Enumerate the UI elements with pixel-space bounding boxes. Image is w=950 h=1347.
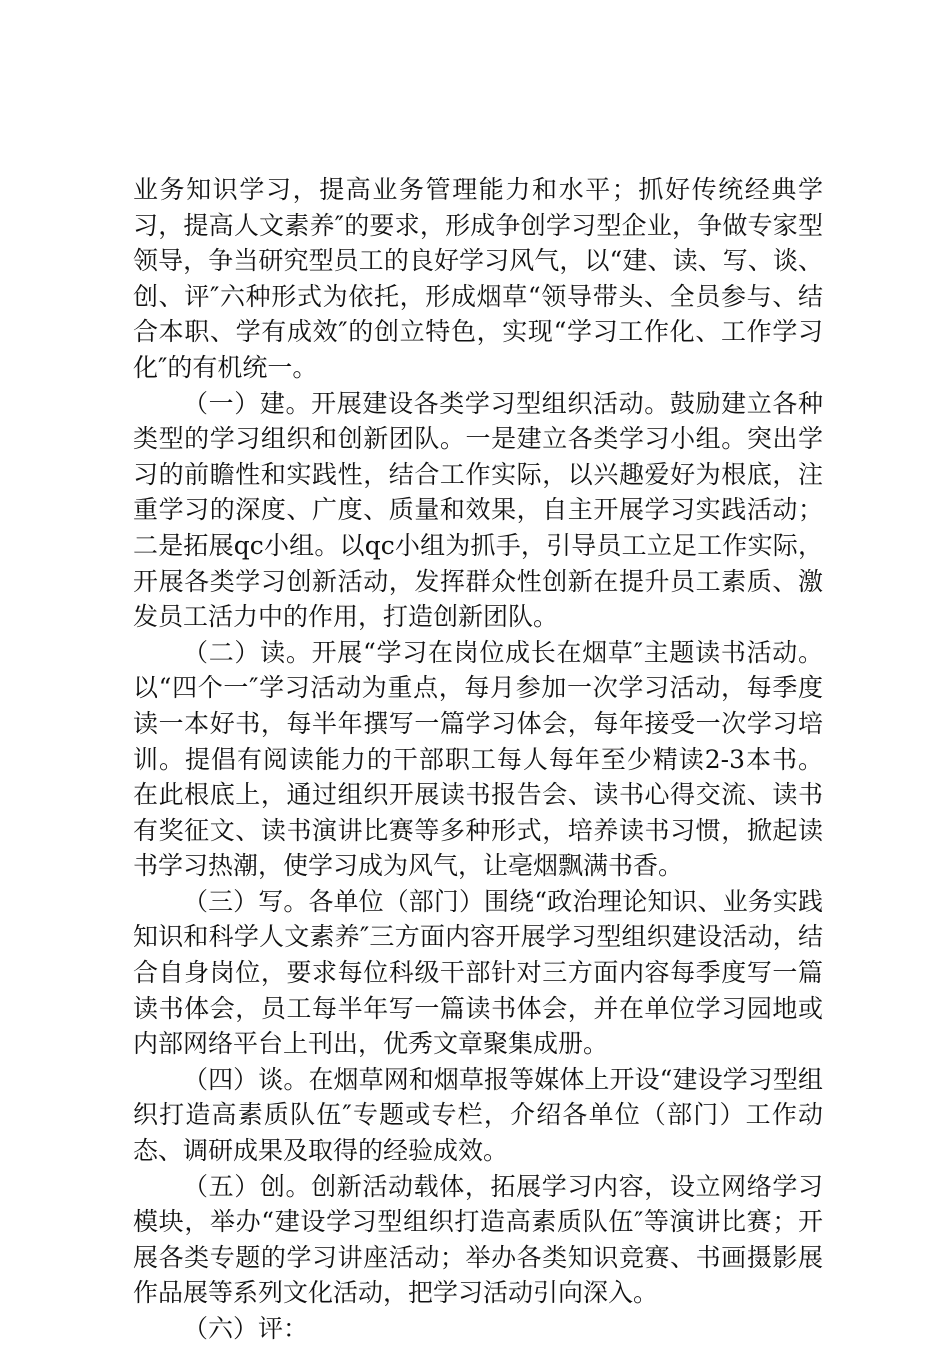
document-body: [133, 172, 823, 1347]
section-talk-paragraph: （四）谈。在烟草网和烟草报等媒体上开设“建设学习型组织打造高素质队伍″专题或专栏，介绍各单位（部门）工作动态、调研成果及取得的经验成效。: [133, 1064, 823, 1166]
intro-paragraph: 业务知识学习，提高业务管理能力和水平；抓好传统经典学习，提高人文素养″的要求，形成争创学习型企业，争做专家型领导，争当研究型员工的良好学习风气，以“建、读、写、谈、创、评″六种形式为依托，形成烟草“领导带头、全员参与、结合本职、学有成效″的创立特色，实现“学习工作化、工作学习化″的有机统一。: [133, 175, 823, 382]
section-create-paragraph: （五）创。创新活动载体，拓展学习内容，设立网络学习模块，举办“建设学习型组织打造高素质队伍″等演讲比赛；开展各类专题的学习讲座活动；举办各类知识竞赛、书画摄影展作品展等系列文化活动，把学习活动引向深入。: [133, 1171, 823, 1308]
section-evaluate-paragraph: （六）评：: [183, 1314, 309, 1343]
section-read-paragraph: （二）读。开展“学习在岗位成长在烟草″主题读书活动。以“四个一″学习活动为重点，每月参加一次学习活动，每季度读一本好书，每半年撰写一篇学习体会，每年接受一次学习培训。提倡有阅读能力的干部职工每人每年至少精读2-3本书。在此根底上，通过组织开展读书报告会、读书心得交流、读书有奖征文、读书演讲比赛等多种形式，培养读书习惯，掀起读书学习热潮，使学习成为风气，让亳烟飘满书香。: [133, 637, 823, 881]
section-write-paragraph: （三）写。各单位（部门）围绕“政治理论知识、业务实践知识和科学人文素养″三方面内容开展学习型组织建设活动，结合自身岗位，要求每位科级干部针对三方面内容每季度写一篇读书体会，员工每半年写一篇读书体会，并在单位学习园地或内部网络平台上刊出，优秀文章聚集成册。: [133, 886, 823, 1059]
section-build-paragraph: （一）建。开展建设各类学习型组织活动。鼓励建立各种类型的学习组织和创新团队。一是建立各类学习小组。突出学习的前瞻性和实践性，结合工作实际，以兴趣爱好为根底，注重学习的深度、广度、质量和效果，自主开展学习实践活动；二是拓展qc小组。以qc小组为抓手，引导员工立足工作实际，开展各类学习创新活动，发挥群众性创新在提升员工素质、激发员工活力中的作用，打造创新团队。: [133, 388, 823, 632]
